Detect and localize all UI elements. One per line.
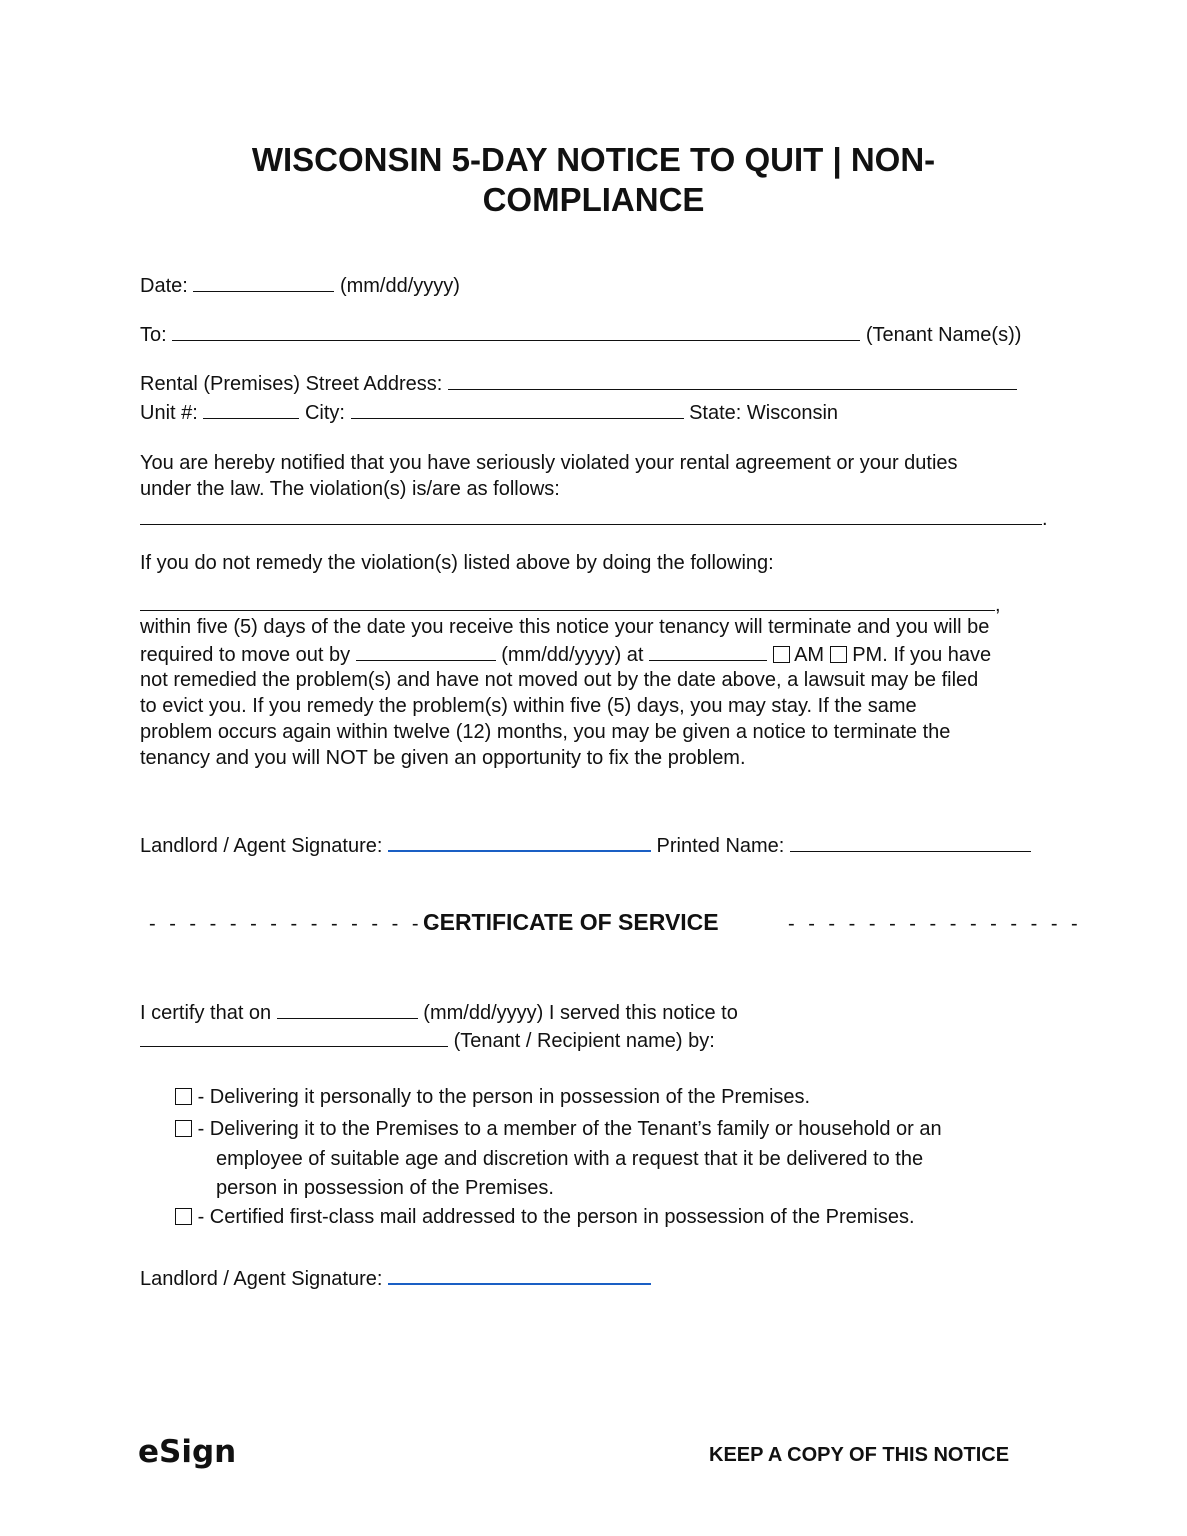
service-option-3-label: - Certified first-class mail addressed to the person in possession of the Premises. bbox=[197, 1206, 915, 1228]
household-delivery-checkbox[interactable] bbox=[175, 1120, 192, 1137]
to-row bbox=[140, 323, 1021, 345]
move-out-label: required to move out by bbox=[140, 644, 351, 666]
certificate-heading: CERTIFICATE OF SERVICE bbox=[423, 909, 719, 935]
landlord-signature-field[interactable] bbox=[388, 833, 651, 852]
remedy-line-6: tenancy and you will NOT be given an opportunity to fix the problem. bbox=[140, 747, 746, 769]
violation-line-1: You are hereby notified that you have seriously violated your rental agreement or your duties bbox=[140, 452, 958, 474]
date-format-hint: (mm/dd/yyyy) bbox=[339, 275, 460, 297]
service-option-2 bbox=[175, 1119, 942, 1139]
violation-line-2: under the law. The violation(s) is/are as follows: bbox=[140, 478, 560, 500]
document-title-line1: WISCONSIN 5-DAY NOTICE TO QUIT | NON- bbox=[251, 141, 936, 178]
certified-mail-checkbox[interactable] bbox=[175, 1208, 192, 1225]
remedy-line-3: not remedied the problem(s) and have not moved out by the date above, a lawsuit may be filed bbox=[140, 669, 979, 691]
remedy-line-4: to evict you. If you remedy the problem(s) within five (5) days, you may stay. If the same bbox=[140, 695, 917, 717]
city-label: City: bbox=[304, 402, 345, 424]
certify-line-1 bbox=[140, 1001, 738, 1023]
recipient-hint: (Tenant / Recipient name) by: bbox=[453, 1030, 715, 1052]
pm-checkbox[interactable] bbox=[830, 646, 847, 663]
esign-logo: eSign bbox=[138, 1434, 237, 1470]
am-label: AM bbox=[794, 644, 825, 666]
violation-end-mark: . bbox=[1042, 508, 1048, 530]
service-option-2-label: - Delivering it to the Premises to a member of the Tenant’s family or household or an bbox=[197, 1118, 942, 1140]
remedy-line-5: problem occurs again within twelve (12) months, you may be given a notice to terminate the bbox=[140, 721, 951, 743]
move-out-format-hint: (mm/dd/yyyy) at bbox=[501, 644, 644, 666]
tenant-name-field[interactable] bbox=[172, 323, 860, 341]
city-field[interactable] bbox=[351, 401, 684, 419]
printed-name-field[interactable] bbox=[790, 834, 1031, 852]
recipient-name-field[interactable] bbox=[140, 1029, 448, 1047]
remedy-blank-row bbox=[140, 593, 1001, 615]
remedy-end-mark: , bbox=[995, 594, 1001, 616]
address-row bbox=[140, 372, 1017, 394]
personal-delivery-checkbox[interactable] bbox=[175, 1088, 192, 1105]
unit-label: Unit #: bbox=[140, 402, 198, 424]
move-out-date-field[interactable] bbox=[356, 643, 496, 661]
certificate-signature-field[interactable] bbox=[388, 1266, 651, 1285]
service-option-2-cont-2: person in possession of the Premises. bbox=[216, 1177, 554, 1199]
service-option-2-cont-1: employee of suitable age and discretion with a request that it be delivered to the bbox=[216, 1148, 924, 1170]
state-text: State: Wisconsin bbox=[689, 402, 839, 424]
service-date-field[interactable] bbox=[277, 1001, 418, 1019]
document-title-line2: COMPLIANCE bbox=[482, 181, 705, 218]
service-option-1-label: - Delivering it personally to the person in possession of the Premises. bbox=[197, 1086, 811, 1108]
violation-field[interactable] bbox=[140, 507, 1042, 525]
signature-label: Landlord / Agent Signature: bbox=[140, 835, 383, 857]
tenant-name-hint: (Tenant Name(s)) bbox=[865, 324, 1022, 346]
service-option-1 bbox=[175, 1087, 810, 1107]
certify-label: I certify that on bbox=[140, 1002, 272, 1024]
street-address-field[interactable] bbox=[448, 372, 1017, 390]
certificate-dashes-right: - - - - - - - - - - - - - - - bbox=[788, 913, 1082, 935]
move-out-time-field[interactable] bbox=[649, 643, 767, 661]
keep-copy-notice: KEEP A COPY OF THIS NOTICE bbox=[709, 1444, 1010, 1466]
printed-name-label: Printed Name: bbox=[656, 835, 785, 857]
am-checkbox[interactable] bbox=[773, 646, 790, 663]
remedy-field[interactable] bbox=[140, 593, 995, 611]
to-label: To: bbox=[140, 324, 167, 346]
certificate-signature-row bbox=[140, 1266, 651, 1289]
certify-line-2 bbox=[140, 1029, 715, 1051]
certificate-signature-label: Landlord / Agent Signature: bbox=[140, 1268, 383, 1290]
unit-city-state-row bbox=[140, 401, 838, 423]
remedy-line-2 bbox=[140, 643, 991, 665]
service-option-3 bbox=[175, 1207, 915, 1227]
date-field[interactable] bbox=[193, 274, 334, 292]
address-label: Rental (Premises) Street Address: bbox=[140, 373, 443, 395]
unit-field[interactable] bbox=[203, 401, 299, 419]
pm-label: PM. If you have bbox=[852, 644, 992, 666]
remedy-line-1: within five (5) days of the date you receive this notice your tenancy will terminate and you will be bbox=[140, 616, 990, 638]
date-label: Date: bbox=[140, 275, 188, 297]
certificate-dashes-left: - - - - - - - - - - - - - - - bbox=[149, 913, 443, 935]
signature-row bbox=[140, 833, 1031, 856]
remedy-intro: If you do not remedy the violation(s) listed above by doing the following: bbox=[140, 552, 774, 574]
violation-blank-row bbox=[140, 507, 1048, 529]
certify-format-hint: (mm/dd/yyyy) I served this notice to bbox=[423, 1002, 738, 1024]
date-row bbox=[140, 274, 460, 296]
